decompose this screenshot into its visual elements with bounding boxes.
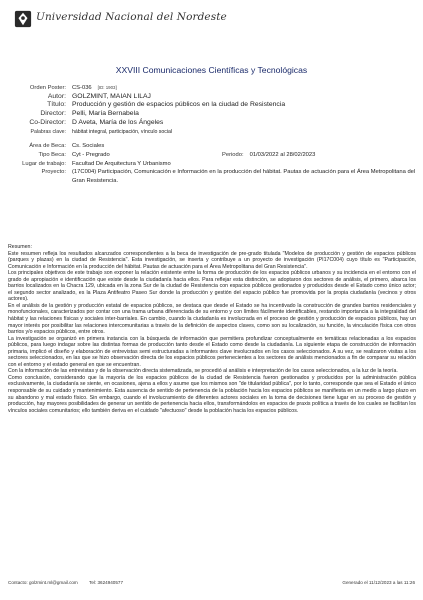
resumen-paragraph: En el análisis de la gestión y producción estatal de espacios públicos, se destaca que desde el Estado se ha incentivado la construcción de grandes barrios residenciales y monofuncionales, caracterizados por contar con una trama urbana diferenciada de su entorno y con límites fácilmente identificables, restando importancia a la integralidad del hábitat y las relaciones físicas y sociales inter-barriales. En cambio, cuando la ciudadanía es involucrada en el proceso de gestión y producción de espacios públicos, hay un mayor interés por posibilitar las relaciones intercomunitarias a través de la definición de aspectos claves, como son su localización, su función, la vinculación física con otros barrios y/o espacios públicos, entre otros. [8, 302, 416, 336]
university-name: Universidad Nacional del Nordeste [36, 11, 227, 23]
footer-contacto: Contacto: golzmint.ml@gmail.com [8, 580, 78, 585]
orden-value [72, 84, 416, 93]
codirector-value: D Aveta, María de los Ángeles [72, 118, 164, 126]
footer-tel: Tel: 3624940577 [89, 580, 124, 585]
periodo-value: 01/03/2022 al 28/02/2023 [249, 151, 316, 158]
university-logo-icon [14, 10, 32, 28]
director-row [8, 110, 416, 119]
resumen-label: Resumen: [8, 244, 32, 250]
footer-generado: Generado el 11/12/2023 a las 11:26 [342, 580, 415, 585]
proyecto-row [8, 168, 416, 185]
orden-row [8, 84, 416, 93]
lugar-label: Lugar de trabajo: [22, 160, 66, 167]
area-label: Área de Beca: [29, 143, 66, 150]
area-value: Cs. Sociales [72, 143, 105, 150]
autor-row [8, 93, 416, 102]
autor-value: GOLZMINT, MAIAN LILAJ [72, 92, 151, 100]
resumen-paragraph: Con la información de las entrevistas y de la observación directa sistematizada, se procedió al análisis e interpretación de los casos seleccionados, a la luz de la teoría. [8, 368, 398, 375]
codirector-label: Co-Director: [29, 118, 66, 126]
tipo-value: Cyt - Pregrado [72, 151, 110, 158]
lugar-value: Facultad De Arquitectura Y Urbanismo [72, 160, 171, 167]
orden-code: CS-036 [72, 85, 92, 91]
autor-label: Autor: [47, 92, 66, 100]
titulo-value: Producción y gestión de espacios públicos en la ciudad de Resistencia [72, 101, 286, 109]
palabras-value: hábitat integral, participación, vínculo social [72, 128, 173, 135]
proyecto-label: Proyecto: [41, 169, 66, 176]
titulo-row [8, 101, 416, 110]
lugar-row [8, 160, 416, 169]
codirector-row [8, 119, 416, 128]
titulo-label: Título: [47, 101, 66, 109]
proyecto-value: (17C004) Participación, Comunicación e Información en la producción del hábitat. Pautas de actuación para el Área Metropolitana del Gran Resistencia. [72, 169, 416, 184]
resumen-paragraph: Este resumen refleja los resultados alcanzados correspondientes a la beca de investigación de pre-grado titulada "Modelos de producción y gestión de espacios públicos (parques y plazas) en la ciudad de Resistencia". Esta investigación, se inserta y contribuye a un proyecto de investigación (PI17C004) cuyo título es "Participación, Comunicación e Información en la producción del hábitat. Pautas de actuación para el Área Metropolitana del Gran Resistencia". [8, 250, 416, 270]
palabras-label: Palabras clave: [30, 128, 66, 135]
tipo-row [8, 151, 416, 160]
resumen-paragraph: Los principales objetivos de este trabajo son exponer la relación existente entre la forma de producción de los espacios públicos urbanos y su incidencia en el entorno con el grado de apropiación e identificación que existe desde la ciudadanía hacia ellos. Para reflejar esta distinción, se adoptaron dos sectores de análisis, el primero, abarca los barrios localizados en la Chacra 129, ubicada en la zona Sur de la ciudad de Resistencia con espacios públicos gestionados y producidos desde el Estado como único actor; el segundo sector analizado, es la Plaza Antifeatro Paseo Sur donde la producción y gestión del espacio público fue promovida por la propia ciudadanía (vecinos y otros actores). [8, 270, 416, 303]
resumen-paragraph: La investigación se organizó en primera instancia con la búsqueda de información que permitiera profundizar conceptualmente en temáticas relacionadas a los espacios públicos, para luego indagar sobre las distintas formas de producción tanto desde el Estado como desde la ciudadanía. La siguiente etapa de construcción de información primaria, implicó el diseño y elaboración de entrevistas semi estructuradas a informantes clave involucrados en los casos seleccionados. A su vez, se realizaron visitas a los sectores seleccionados, en las que se hizo observación directa de los espacios públicos pertenecientes a los sectores de análisis mencionados a fin de comparar su relación con el entorno y el estado general en que se encuentran. [8, 335, 416, 368]
palabras-row [8, 128, 416, 137]
periodo-label: Periodo: [222, 151, 244, 158]
director-value: Pelli, María Bernabela [72, 110, 139, 118]
area-row [8, 142, 416, 151]
director-label: Director: [40, 110, 66, 118]
orden-label: Orden Poster: [29, 85, 66, 91]
page-footer [8, 580, 415, 585]
resumen-section [8, 244, 416, 414]
congress-title: XXVIII Comunicaciones Científicas y Tecnológicas [115, 65, 308, 75]
poster-fields [8, 84, 416, 185]
tipo-label: Tipo Beca: [38, 151, 66, 158]
poster-id: [ID: 1903] [97, 85, 117, 90]
resumen-paragraph: Como conclusión, considerando que la mayoría de los espacios públicos de la ciudad de Resistencia fueron gestionados y producidos por la administración pública exclusivamente, la ciudadanía se siente, en ocasiones, ajena a ellos y asume que los mismos son "de titularidad pública", por lo tanto, corresponde que sea el Estado el único responsable de su cuidado y mantenimiento. Esta ausencia de sentido de pertenencia de la población hacia los espacios públicos se manifiesta en un medio a largo plazo en su abandono y mal estado físico. Sin embargo, cuando el involucramiento de diferentes actores sociales en la toma de decisiones tiene lugar en su proceso de gestión y producción, hay mayores posibilidades de generar un sentido de pertenencia hacia ellos, transformándolos en espacios de praxis política a través de los cuales se facilitan los vínculos sociales comunitarios; ello también deriva en el cuidado "afectuoso" desde la población hacia los espacios públicos. [8, 374, 416, 414]
